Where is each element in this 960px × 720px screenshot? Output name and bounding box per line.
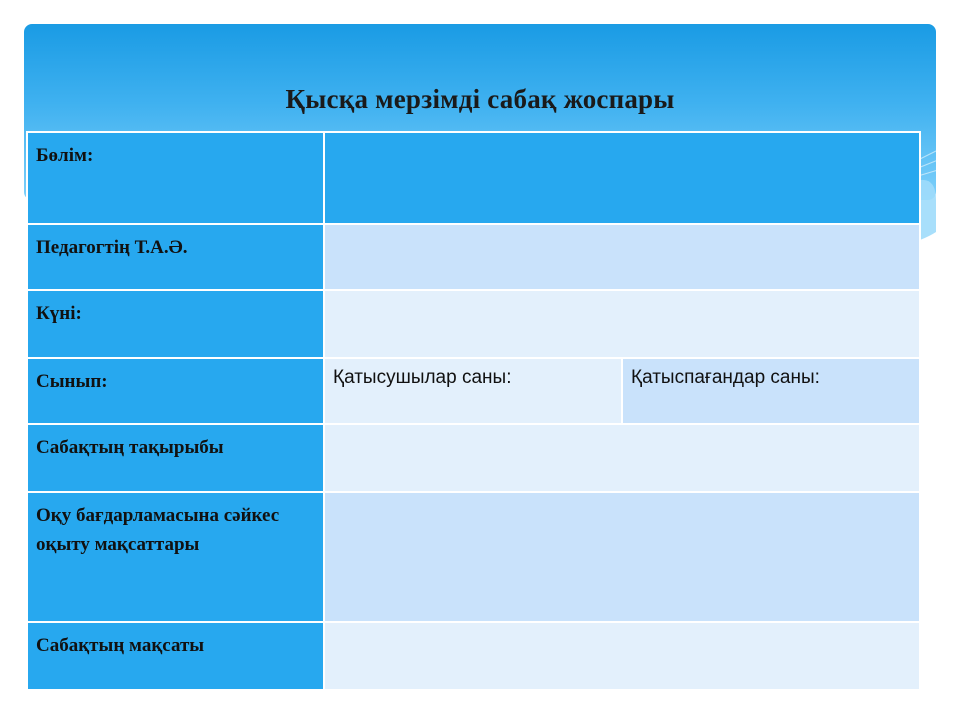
table-row bbox=[27, 358, 920, 424]
row-label-section: Бөлім: bbox=[27, 132, 324, 224]
table-row bbox=[27, 622, 920, 690]
row-label-learning-objectives: Оқу бағдарламасына сәйкес оқыту мақсаттары bbox=[27, 492, 324, 622]
page-title: Қысқа мерзімді сабақ жоспары bbox=[285, 84, 675, 114]
row-label-class: Сынып: bbox=[27, 358, 324, 424]
objectives-value-cell[interactable] bbox=[324, 492, 920, 622]
row-label-date: Күні: bbox=[27, 290, 324, 358]
table-row bbox=[27, 492, 920, 622]
table-row bbox=[27, 290, 920, 358]
table-row bbox=[27, 424, 920, 492]
table-row bbox=[27, 132, 920, 224]
teacher-value-cell[interactable] bbox=[324, 224, 920, 290]
absent-count-cell[interactable]: Қатыспағандар саны: bbox=[622, 358, 920, 424]
row-label-lesson-goal: Сабақтың мақсаты bbox=[27, 622, 324, 690]
table-row bbox=[27, 224, 920, 290]
section-value-cell[interactable] bbox=[324, 132, 920, 224]
topic-value-cell[interactable] bbox=[324, 424, 920, 492]
row-label-teacher: Педагогтің Т.А.Ә. bbox=[27, 224, 324, 290]
lesson-plan-table bbox=[26, 131, 921, 691]
row-label-topic: Сабақтың тақырыбы bbox=[27, 424, 324, 492]
date-value-cell[interactable] bbox=[324, 290, 920, 358]
present-count-cell[interactable]: Қатысушылар саны: bbox=[324, 358, 622, 424]
goal-value-cell[interactable] bbox=[324, 622, 920, 690]
